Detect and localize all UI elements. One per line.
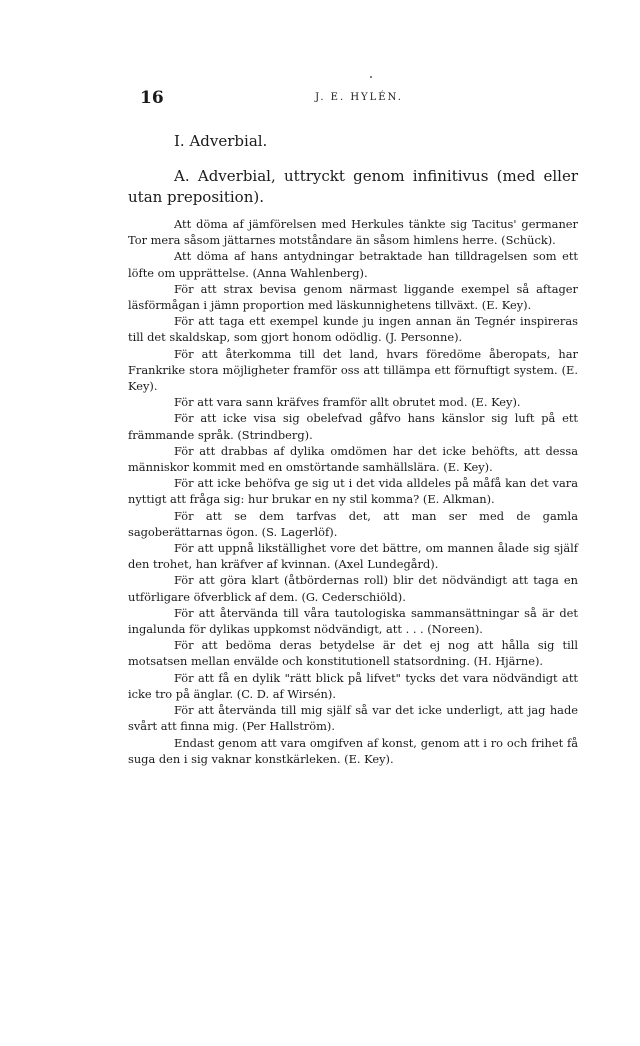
example-sentence: För att återkomma till det land, hvars föredöme åberopats, har Frankrike stora möjligheter framför oss att tillämpa ett förnuftigt system. (E. Key). (128, 346, 578, 394)
example-sentence: För att icke behöfva ge sig ut i det vida alldeles på måfå kan det vara nyttigt att fråga sig: hur brukar en ny stil komma? (E. Alkman). (128, 476, 578, 507)
page-speck (370, 76, 372, 78)
example-sentence: För att bedöma deras betydelse är det ej nog att hålla sig till motsatsen mellan envälde och konstitutionell statsordning. (H. Hjärne). (128, 638, 578, 669)
subsection-title: A. Adverbial, uttryckt genom infinitivus (med eller utan preposition). (128, 167, 578, 206)
example-sentence: För att strax bevisa genom närmast liggande exempel så aftager läsförmågan i jämn proportion med läskunnighetens tillväxt. (E. Key). (128, 281, 578, 313)
example-sentence: För att drabbas af dylika omdömen har det icke behöfts, att dessa människor kommit med en omstörtande samhällslära. (E. Key). (128, 443, 578, 475)
example-sentence: För att taga ett exempel kunde ju ingen annan än Tegnér inspireras till det skaldskap, som gjort honom odödlig. (J. Personne). (128, 314, 578, 345)
example-sentence: För att se dem tarfvas det, att man ser med de gamla sagoberättarnas ögon. (S. Lagerlöf). (128, 508, 578, 539)
example-sentence: För att icke visa sig obelefvad gåfvo hans känslor sig luft på ett främmande språk. (Strindberg). (128, 411, 578, 442)
example-sentence: Endast genom att vara omgifven af konst, genom att i ro och frihet få suga den i sig vaknar konstkärleken. (E. Key). (128, 735, 578, 766)
example-sentence: Att döma af jämförelsen med Herkules tänkte sig Tacitus' germaner Tor mera såsom jättarnes motståndare än såsom himlens herre. (Schück). (128, 217, 578, 248)
example-sentence: För att återvända till mig själf så var det icke underligt, att jag hade svårt att finna mig. (Per Hallström). (128, 703, 578, 734)
page-header (140, 88, 578, 112)
section-title: I. Adverbial. (174, 132, 268, 150)
example-sentence: För att återvända till våra tautologiska sammansättningar så är det ingalunda för dylikas uppkomst nödvändigt, att . . . (Noreen). (128, 605, 578, 637)
example-sentence: Att döma af hans antydningar betraktade han tilldragelsen som ett löfte om upprättelse. (Anna Wahlenberg). (128, 249, 578, 280)
page-number: 16 (140, 88, 164, 108)
example-sentence: För att vara sann kräfves framför allt obrutet mod. (E. Key). (174, 395, 521, 410)
page-body (128, 130, 578, 767)
example-sentence: För att få en dylik "rätt blick på lifvet" tycks det vara nödvändigt att icke tro på änglar. (C. D. af Wirsén). (128, 670, 578, 701)
running-head: J. E. HYLÉN. (315, 92, 403, 103)
example-sentence: För att uppnå likställighet vore det bättre, om mannen ålade sig själf den trohet, han kräfver af kvinnan. (Axel Lundegård). (128, 541, 578, 572)
example-sentence: För att göra klart (åtbördernas roll) blir det nödvändigt att taga en utförligare öfverblick af dem. (G. Cederschiöld). (128, 573, 578, 604)
